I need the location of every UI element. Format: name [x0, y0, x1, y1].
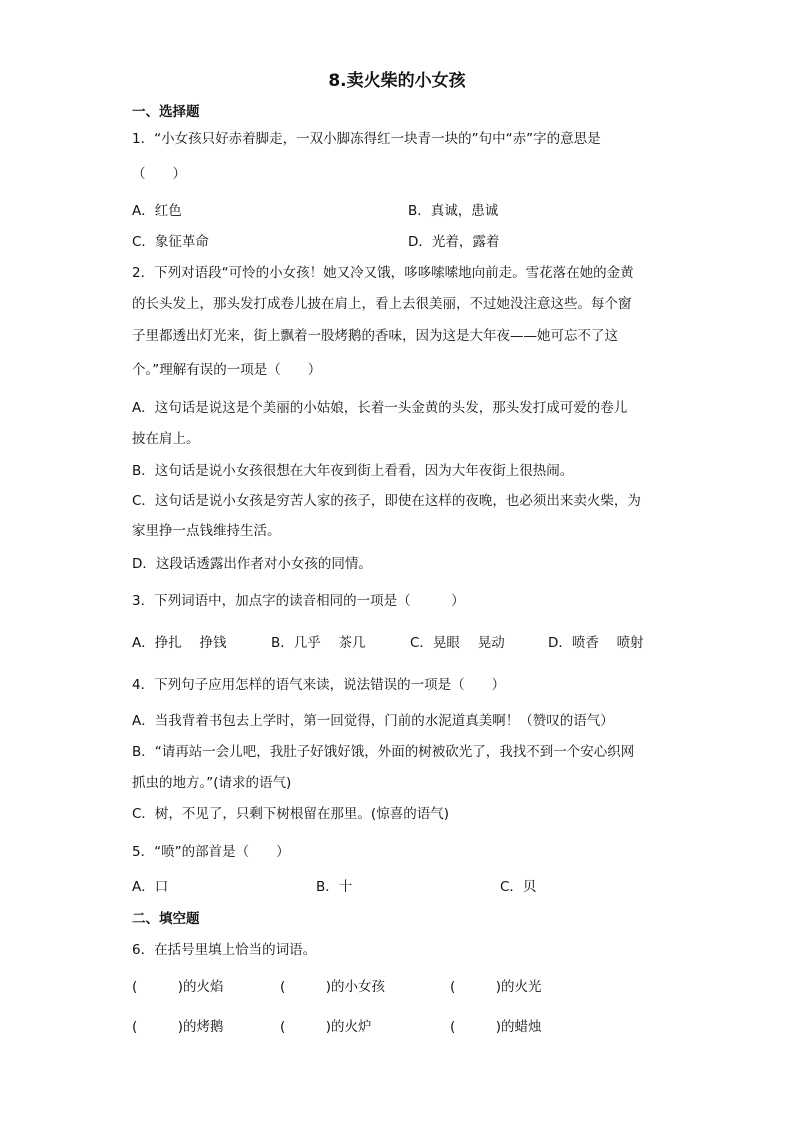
q2-option-c-cont: 家里挣一点钱维持生活。	[132, 523, 281, 539]
q2-option-a: A．这句话是说这是个美丽的小姑娘，长着一头金黄的头发，那头发打成可爱的卷儿	[132, 400, 628, 416]
q1-option-d: D．光着，露着	[408, 234, 500, 250]
q4-option-c: C．树，不见了，只剩下树根留在那里。(惊喜的语气)	[132, 806, 449, 822]
q6-stem: 6．在括号里填上恰当的词语。	[132, 942, 317, 958]
q3-option-a: A．挣扎 挣钱	[132, 635, 227, 651]
page-title: 8.卖火柴的小女孩	[328, 71, 466, 91]
q6-blank: ( )的蜡烛	[450, 1019, 542, 1035]
q1-answer-paren: （ ）	[132, 166, 186, 182]
q3-stem: 3．下列词语中，加点字的读音相同的一项是（ ）	[132, 593, 465, 609]
q1-option-b: B．真诚，患诚	[408, 203, 499, 219]
q1-option-c: C．象征革命	[132, 234, 209, 250]
q3-option-c: C．晃眼 晃动	[410, 635, 505, 651]
q4-option-b-cont: 抓虫的地方。”(请求的语气)	[132, 775, 292, 791]
q4-option-a: A．当我背着书包去上学时，第一回觉得，门前的水泥道真美啊！（赞叹的语气）	[132, 713, 614, 729]
q2-option-d: D．这段话透露出作者对小女孩的同情。	[132, 556, 372, 572]
section-heading-fill: 二、填空题	[132, 911, 200, 927]
q2-option-c: C．这句话是说小女孩是穷苦人家的孩子，即使在这样的夜晚，也必须出来卖火柴，为	[132, 493, 641, 509]
q2-option-b: B．这句话是说小女孩很想在大年夜到街上看看，因为大年夜街上很热闹。	[132, 463, 574, 479]
q5-option-a: A．口	[132, 879, 169, 895]
q1-option-a: A．红色	[132, 203, 182, 219]
q5-option-b: B．十	[316, 879, 353, 895]
q4-stem: 4．下列句子应用怎样的语气来读，说法错误的一项是（ ）	[132, 677, 506, 693]
section-heading-choice: 一、选择题	[132, 104, 200, 120]
q6-blank: ( )的小女孩	[280, 979, 386, 995]
q4-option-b: B．“请再站一会儿吧，我肚子好饿好饿，外面的树被砍光了，我找不到一个安心织网	[132, 744, 635, 760]
q2-stem-line: 的长头发上，那头发打成卷儿披在肩上，看上去很美丽，不过她没注意这些。每个窗	[132, 296, 632, 312]
q6-blank: ( )的烤鹅	[132, 1019, 224, 1035]
q2-stem-line: 2．下列对语段“可怜的小女孩！她又冷又饿，哆哆嗦嗦地向前走。雪花落在她的金黄	[132, 265, 634, 281]
q1-stem: 1．“小女孩只好赤着脚走，一双小脚冻得红一块青一块的”句中“赤”字的意思是	[132, 131, 601, 147]
q6-blank: ( )的火光	[450, 979, 542, 995]
q6-blank: ( )的火焰	[132, 979, 224, 995]
q5-stem: 5．“喷”的部首是（ ）	[132, 844, 290, 860]
q2-option-a-cont: 披在肩上。	[132, 431, 200, 447]
q5-option-c: C．贝	[500, 879, 537, 895]
q2-stem-line: 子里都透出灯光来，街上飘着一股烤鹅的香味，因为这是大年夜——她可忘不了这	[132, 328, 618, 344]
q6-blank: ( )的火炉	[280, 1019, 372, 1035]
q2-stem-line: 个。”理解有误的一项是（ ）	[132, 362, 322, 378]
q3-option-b: B．几乎 茶几	[271, 635, 366, 651]
q3-option-d: D．喷香 喷射	[548, 635, 644, 651]
